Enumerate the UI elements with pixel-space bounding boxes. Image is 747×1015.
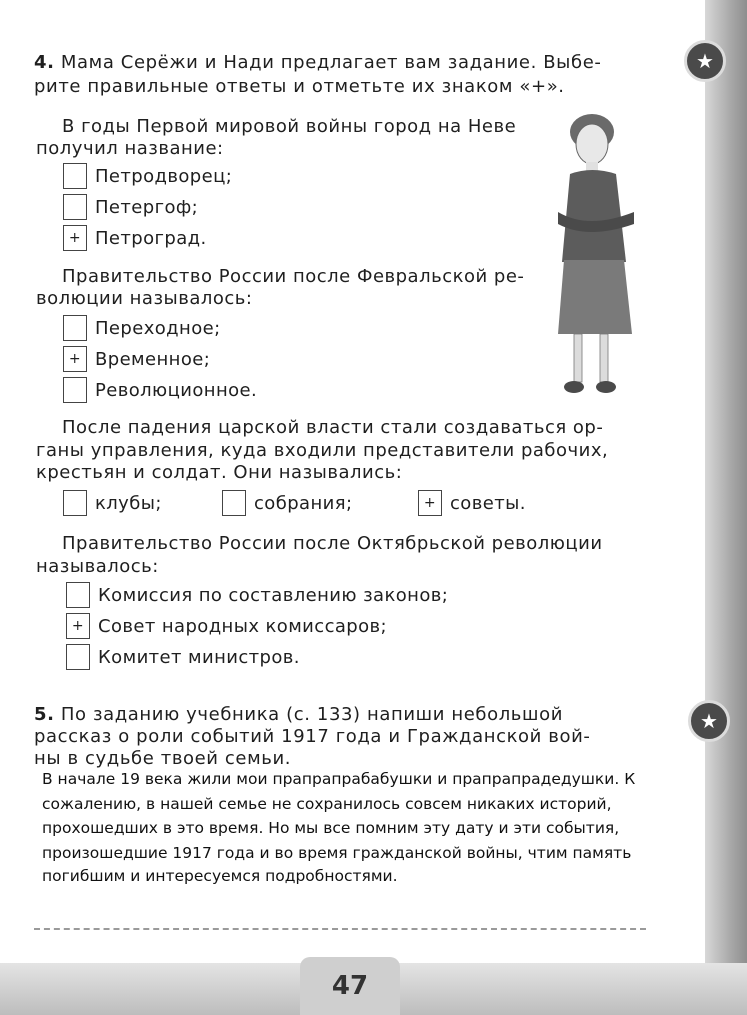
task4-intro-line1: 4. Мама Серёжи и Нади предлагает вам задание. Выбе-	[34, 52, 602, 73]
task5-number: 5.	[34, 704, 55, 725]
checkbox[interactable]	[63, 377, 87, 403]
question2-line2: волюции называлось:	[36, 288, 253, 309]
checkbox[interactable]	[63, 315, 87, 341]
star-badge-icon: ★	[688, 700, 730, 742]
answer-line-2: сожалению, в нашей семье не сохранилось совсем никаких историй,	[42, 795, 612, 813]
checkbox[interactable]: +	[63, 346, 87, 372]
answer-line-3: прохошедших в это время. Но мы все помним эту дату и эти события,	[42, 819, 620, 837]
task5-line1: 5. По заданию учебника (с. 133) напиши небольшой	[34, 704, 564, 725]
question3-line3: крестьян и солдат. Они назывались:	[36, 462, 403, 483]
star-badge-icon: ★	[684, 40, 726, 82]
task4-number: 4.	[34, 52, 55, 73]
task5-line2: рассказ о роли событий 1917 года и Гражданской вой-	[34, 726, 591, 747]
checkbox[interactable]	[63, 194, 87, 220]
question1-line2: получил название:	[36, 138, 224, 159]
question1-line1: В годы Первой мировой войны город на Неве	[62, 116, 517, 137]
q4-option-3[interactable]: Комитет министров.	[66, 644, 300, 670]
writing-line	[34, 928, 646, 930]
q3-option-1[interactable]: клубы;	[63, 490, 162, 516]
checkbox[interactable]: +	[66, 613, 90, 639]
answer-line-5: погибшим и интересуемся подробностями.	[42, 867, 398, 885]
q3-option-2[interactable]: собрания;	[222, 490, 352, 516]
checkbox[interactable]	[66, 582, 90, 608]
checkbox[interactable]	[63, 163, 87, 189]
q2-option-1[interactable]: Переходное;	[63, 315, 221, 341]
question4-line1: Правительство России после Октябрьской революции	[62, 533, 603, 554]
checkbox[interactable]	[66, 644, 90, 670]
checkbox[interactable]: +	[418, 490, 442, 516]
q4-option-2[interactable]: + Совет народных комиссаров;	[66, 613, 387, 639]
question3-line1: После падения царской власти стали создаваться ор-	[62, 417, 604, 438]
answer-line-4: произошедшие 1917 года и во время гражданской войны, чтим память	[42, 844, 632, 862]
checkbox[interactable]	[222, 490, 246, 516]
task5-line3: ны в судьбе твоей семьи.	[34, 748, 292, 769]
q3-option-3[interactable]: + советы.	[418, 490, 526, 516]
q4-option-1[interactable]: Комиссия по составлению законов;	[66, 582, 448, 608]
checkbox[interactable]	[63, 490, 87, 516]
q1-option-1[interactable]: Петродворец;	[63, 163, 232, 189]
q2-option-2[interactable]: + Временное;	[63, 346, 210, 372]
q1-option-2[interactable]: Петергоф;	[63, 194, 198, 220]
q1-option-3[interactable]: + Петроград.	[63, 225, 207, 251]
checkbox[interactable]: +	[63, 225, 87, 251]
answer-line-1: В начале 19 века жили мои прапрапрабабушки и прапрапрадедушки. К	[42, 770, 636, 788]
q2-option-3[interactable]: Революционное.	[63, 377, 257, 403]
task4-intro-line2: рите правильные ответы и отметьте их знаком «+».	[34, 76, 565, 97]
page-edge-decoration	[705, 0, 747, 1015]
question4-line2: называлось:	[36, 556, 159, 577]
question3-line2: ганы управления, куда входили представители рабочих,	[36, 440, 609, 461]
woman-illustration	[548, 112, 658, 402]
page-number: 47	[300, 957, 400, 1015]
question2-line1: Правительство России после Февральской ре-	[62, 266, 525, 287]
